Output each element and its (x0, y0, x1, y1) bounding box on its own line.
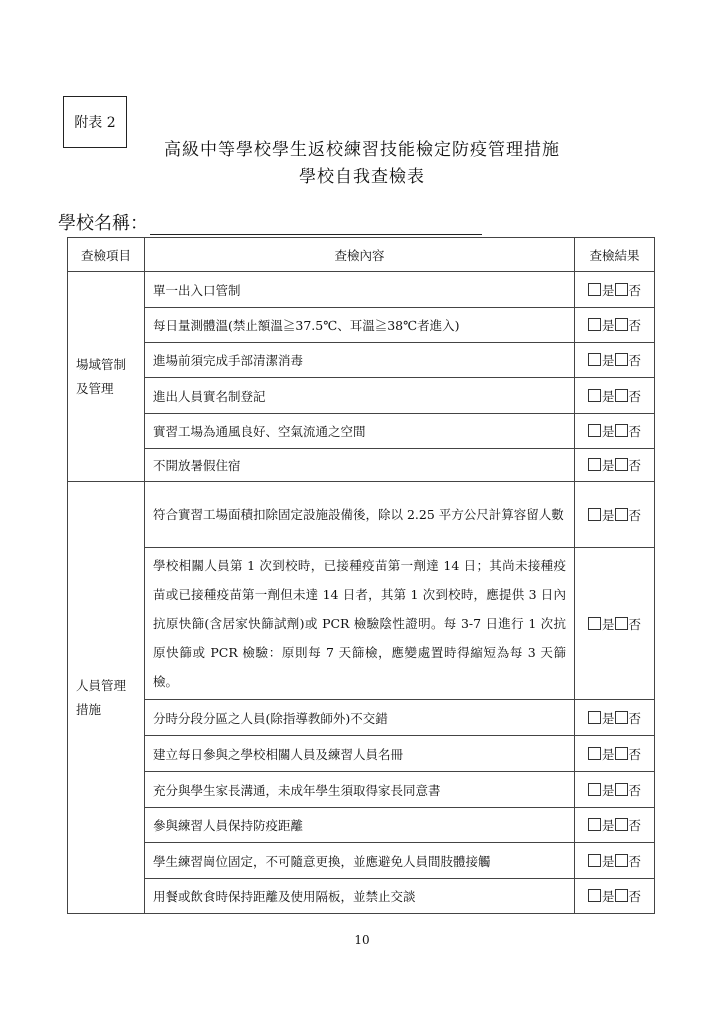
yes-checkbox[interactable] (588, 389, 601, 402)
check-result-cell (575, 843, 655, 879)
category-label-line2: 措施 (76, 701, 102, 717)
yes-label: 是 (601, 746, 615, 762)
check-result-cell (575, 378, 655, 414)
category-label-line1: 人員管理 (76, 677, 127, 693)
yes-checkbox[interactable] (588, 318, 601, 331)
yes-checkbox[interactable] (588, 711, 601, 724)
no-checkbox[interactable] (615, 617, 628, 630)
yes-label: 是 (601, 889, 615, 904)
table-row (68, 808, 655, 843)
check-result-cell (575, 700, 655, 736)
check-item-text: 用餐或飲食時保持距離及使用隔板，並禁止交談 (145, 879, 575, 914)
table-row (68, 548, 655, 700)
table-row (68, 843, 655, 879)
no-label: 否 (628, 818, 642, 833)
school-name-blank-line[interactable] (150, 216, 482, 235)
no-label: 否 (628, 616, 642, 632)
no-checkbox[interactable] (615, 458, 628, 471)
check-result-cell (575, 308, 655, 343)
table-row (68, 343, 655, 378)
page-number: 10 (354, 933, 370, 947)
no-checkbox[interactable] (615, 508, 628, 521)
check-item-text: 學校相關人員第 1 次到校時，已接種疫苗第一劑達 14 日；其尚未接種疫苗或已接種疫苗第一劑但未達 14 日者，其第 1 次到校時，應提供 3 日內抗原快篩(含居家快篩試劑)或 PCR 檢驗陰性證明。每 3-7 日進行 1 次抗原快篩或 PCR 檢驗：原則每 7 天篩檢，應變處置時得縮短為每 3 天篩檢。 (145, 548, 575, 700)
check-result-cell (575, 272, 655, 308)
check-result-cell (575, 548, 655, 700)
yes-checkbox[interactable] (588, 424, 601, 437)
check-item-text: 參與練習人員保持防疫距離 (145, 808, 575, 843)
yes-checkbox[interactable] (588, 283, 601, 296)
yes-label: 是 (601, 282, 615, 298)
check-item-text: 每日量測體溫(禁止額溫≧37.5℃、耳溫≧38℃者進入) (145, 308, 575, 343)
no-label: 否 (628, 353, 642, 368)
check-item-text: 進出人員實名制登記 (145, 378, 575, 414)
yes-checkbox[interactable] (588, 458, 601, 471)
document-title: 高級中等學校學生返校練習技能檢定防疫管理措施 (164, 140, 560, 160)
yes-checkbox[interactable] (588, 889, 601, 902)
no-checkbox[interactable] (615, 353, 628, 366)
table-row (68, 378, 655, 414)
yes-checkbox[interactable] (588, 783, 601, 796)
yes-label: 是 (601, 710, 615, 726)
category-cell (68, 272, 145, 482)
no-label: 否 (628, 746, 642, 762)
no-checkbox[interactable] (615, 711, 628, 724)
yes-checkbox[interactable] (588, 747, 601, 760)
no-label: 否 (628, 853, 642, 869)
check-item-text: 實習工場為通風良好、空氣流通之空間 (145, 414, 575, 449)
check-result-cell (575, 879, 655, 914)
yes-label: 是 (601, 616, 615, 632)
school-name-field (58, 209, 482, 235)
no-label: 否 (628, 889, 642, 904)
check-result-cell (575, 772, 655, 808)
no-checkbox[interactable] (615, 818, 628, 831)
category-label-line2: 及管理 (76, 380, 114, 396)
check-result-cell (575, 343, 655, 378)
table-row (68, 772, 655, 808)
no-label: 否 (628, 424, 642, 439)
table-row (68, 308, 655, 343)
document-subtitle: 學校自我查檢表 (299, 167, 425, 187)
yes-label: 是 (601, 507, 615, 523)
no-label: 否 (628, 318, 642, 333)
table-row (68, 879, 655, 914)
school-name-label: 學校名稱： (58, 213, 148, 234)
table-row (68, 700, 655, 736)
category-label-line1: 場域管制 (76, 356, 127, 372)
no-label: 否 (628, 458, 642, 473)
yes-label: 是 (601, 818, 615, 833)
yes-label: 是 (601, 424, 615, 439)
no-checkbox[interactable] (615, 424, 628, 437)
no-label: 否 (628, 282, 642, 298)
header-category: 查檢項目 (68, 238, 145, 272)
yes-label: 是 (601, 318, 615, 333)
no-label: 否 (628, 710, 642, 726)
table-row (68, 414, 655, 449)
check-result-cell (575, 449, 655, 482)
yes-checkbox[interactable] (588, 353, 601, 366)
no-checkbox[interactable] (615, 389, 628, 402)
header-result: 查檢結果 (575, 238, 655, 272)
yes-checkbox[interactable] (588, 854, 601, 867)
table-row (68, 272, 655, 308)
check-item-text: 進場前須完成手部清潔消毒 (145, 343, 575, 378)
yes-label: 是 (601, 353, 615, 368)
yes-checkbox[interactable] (588, 818, 601, 831)
check-result-cell (575, 808, 655, 843)
no-checkbox[interactable] (615, 747, 628, 760)
check-item-text: 學生練習崗位固定，不可隨意更換，並應避免人員間肢體接觸 (145, 843, 575, 879)
table-row (68, 482, 655, 548)
check-item-text: 單一出入口管制 (145, 272, 575, 308)
no-checkbox[interactable] (615, 854, 628, 867)
no-checkbox[interactable] (615, 889, 628, 902)
check-result-cell (575, 736, 655, 772)
no-checkbox[interactable] (615, 283, 628, 296)
table-row (68, 449, 655, 482)
yes-checkbox[interactable] (588, 617, 601, 630)
check-result-cell (575, 482, 655, 548)
yes-label: 是 (601, 388, 615, 404)
check-item-text: 充分與學生家長溝通，未成年學生須取得家長同意書 (145, 772, 575, 808)
header-row (68, 238, 655, 272)
check-item-text: 建立每日參與之學校相關人員及練習人員名冊 (145, 736, 575, 772)
no-label: 否 (628, 388, 642, 404)
no-label: 否 (628, 507, 642, 523)
yes-label: 是 (601, 853, 615, 869)
check-item-text: 不開放暑假住宿 (145, 449, 575, 482)
no-checkbox[interactable] (615, 318, 628, 331)
attachment-label: 附表 2 (63, 96, 127, 148)
checklist-body (68, 272, 655, 914)
checklist-table (67, 237, 655, 914)
yes-label: 是 (601, 782, 615, 798)
yes-label: 是 (601, 458, 615, 473)
table-row (68, 736, 655, 772)
header-content: 查檢內容 (145, 238, 575, 272)
yes-checkbox[interactable] (588, 508, 601, 521)
category-cell (68, 482, 145, 914)
check-item-text: 符合實習工場面積扣除固定設施設備後，除以 2.25 平方公尺計算容留人數 (145, 482, 575, 548)
check-result-cell (575, 414, 655, 449)
no-label: 否 (628, 782, 642, 798)
check-item-text: 分時分段分區之人員(除指導教師外)不交錯 (145, 700, 575, 736)
no-checkbox[interactable] (615, 783, 628, 796)
